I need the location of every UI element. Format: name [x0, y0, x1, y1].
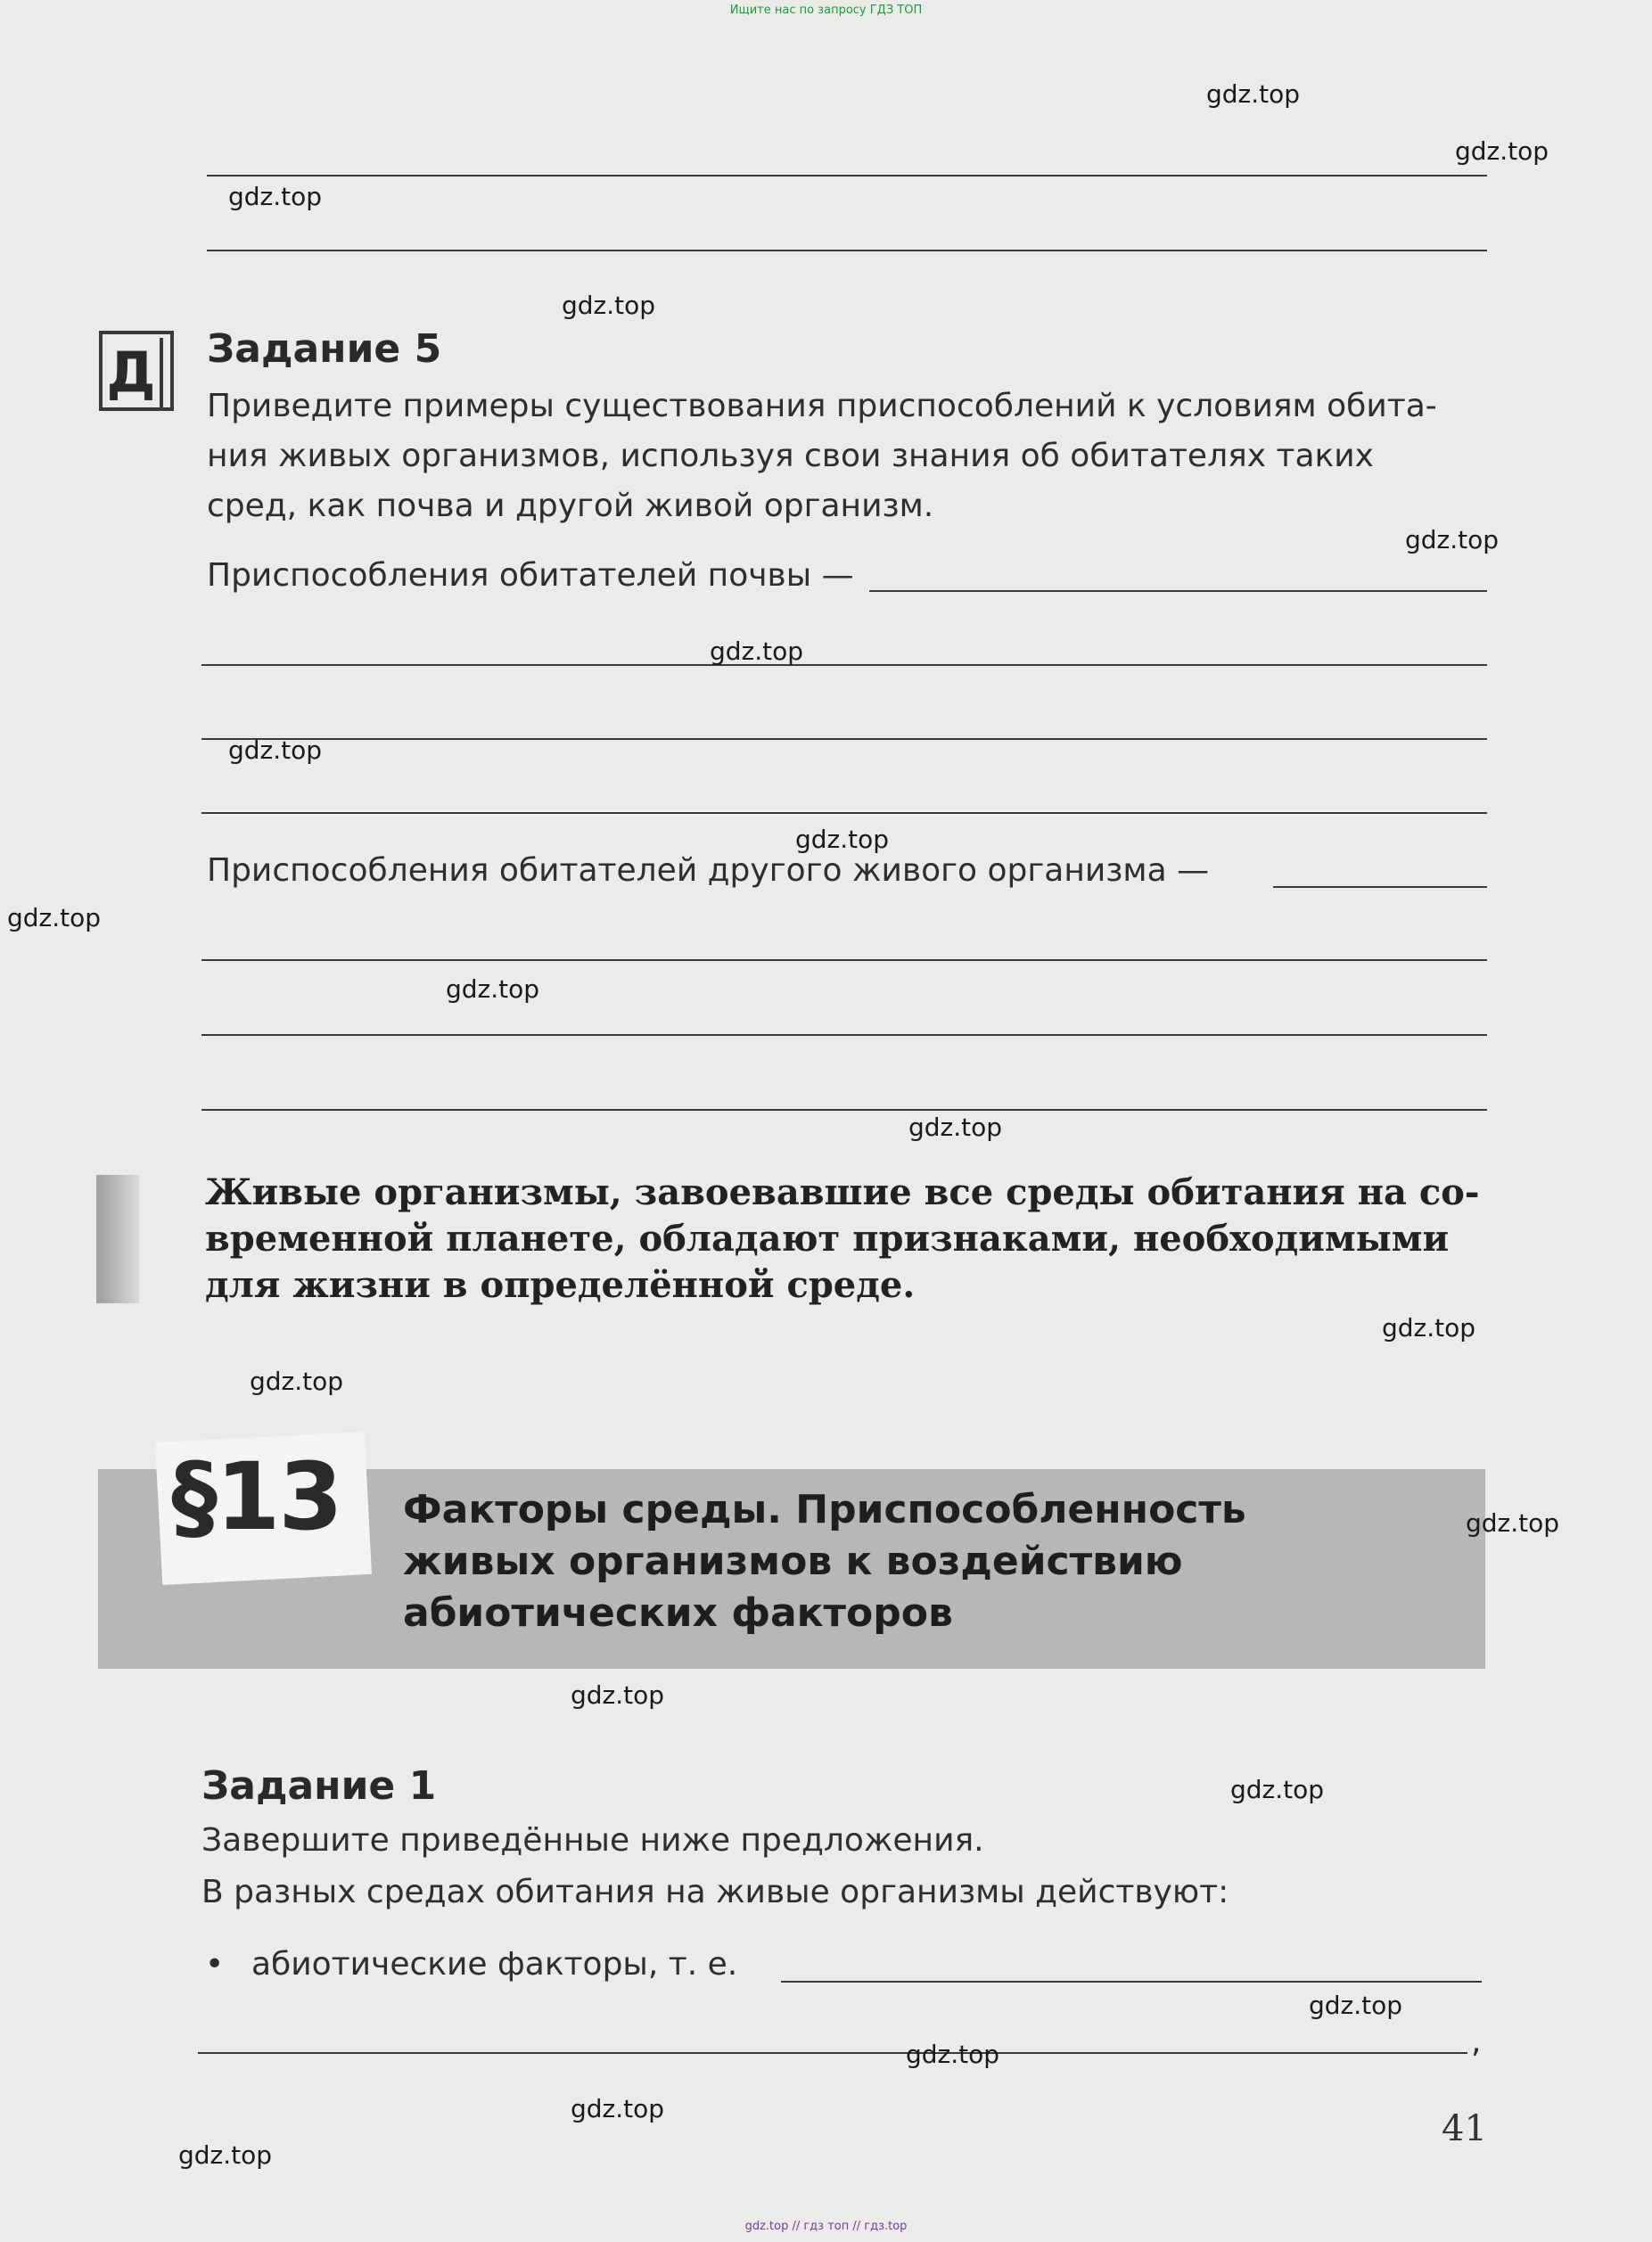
- watermark: gdz.top: [906, 2040, 1000, 2069]
- conclusion-line-1: Живые организмы, завоевавшие все среды обитания на со-: [205, 1171, 1480, 1213]
- organism-label: Приспособления обитателей другого живого организма —: [207, 852, 1210, 889]
- page-number: 41: [1442, 2108, 1487, 2149]
- task5-instructions: [207, 382, 1487, 531]
- conclusion-text: [205, 1170, 1487, 1309]
- conclusion-line-2: временной планете, обладают признаками, необходимыми: [205, 1218, 1450, 1260]
- answer-line[interactable]: [201, 812, 1487, 814]
- watermark: gdz.top: [178, 2140, 273, 2170]
- task1-instruction: Завершите приведённые ниже предложения.: [201, 1822, 984, 1859]
- section-number: §13: [171, 1442, 341, 1551]
- answer-line[interactable]: [201, 738, 1487, 740]
- watermark: gdz.top: [710, 636, 804, 666]
- watermark: gdz.top: [250, 1367, 344, 1396]
- comma: ,: [1471, 2024, 1482, 2060]
- watermark: gdz.top: [1466, 1508, 1560, 1538]
- answer-line: [207, 175, 1487, 177]
- footer-links[interactable]: gdz.top // гдз топ // гдз.top: [744, 2220, 908, 2233]
- answer-line[interactable]: [198, 2052, 1467, 2054]
- section-title-line-1: Факторы среды. Приспособленность: [403, 1487, 1246, 1532]
- answer-line[interactable]: [201, 959, 1487, 961]
- watermark: gdz.top: [228, 182, 323, 211]
- section-title-line-3: абиотических факторов: [403, 1590, 953, 1636]
- d-task-icon: [99, 331, 176, 412]
- conclusion-line-3: для жизни в определённой среде.: [205, 1264, 916, 1306]
- soil-label: Приспособления обитателей почвы —: [207, 557, 854, 594]
- task5-title: Задание 5: [207, 326, 442, 372]
- task5-line-2: ния живых организмов, используя свои знания об обитателях таких: [207, 438, 1374, 474]
- top-banner[interactable]: Ищите нас по запросу ГДЗ ТОП: [729, 4, 923, 17]
- bullet-dot: •: [205, 1946, 225, 1983]
- answer-line[interactable]: [201, 664, 1487, 666]
- watermark: gdz.top: [7, 903, 102, 932]
- task5-line-1: Приведите примеры существования приспособлений к условиям обита-: [207, 388, 1437, 424]
- watermark: gdz.top: [908, 1113, 1003, 1142]
- watermark: gdz.top: [1382, 1313, 1476, 1343]
- watermark: gdz.top: [1206, 79, 1301, 109]
- watermark: gdz.top: [795, 825, 890, 854]
- conclusion-marker: [96, 1175, 139, 1303]
- answer-line[interactable]: [201, 1109, 1487, 1111]
- task1-intro: В разных средах обитания на живые организмы действуют:: [201, 1874, 1229, 1910]
- answer-line[interactable]: [201, 1034, 1487, 1036]
- watermark: gdz.top: [571, 2094, 665, 2123]
- watermark: gdz.top: [1455, 136, 1549, 166]
- watermark: gdz.top: [1230, 1775, 1325, 1804]
- task5-line-3: сред, как почва и другой живой организм.: [207, 488, 934, 524]
- watermark: gdz.top: [1405, 525, 1500, 554]
- section-title-line-2: живых организмов к воздействию: [403, 1539, 1183, 1584]
- answer-line[interactable]: [1273, 886, 1487, 888]
- watermark: gdz.top: [562, 291, 656, 320]
- watermark: gdz.top: [1309, 1991, 1403, 2020]
- answer-line: [207, 250, 1487, 251]
- task1-bullet-text: абиотические факторы, т. е.: [251, 1946, 738, 1983]
- task1-title: Задание 1: [201, 1763, 437, 1809]
- answer-line[interactable]: [869, 590, 1487, 592]
- watermark: gdz.top: [228, 735, 323, 765]
- d-task-letter: Д: [106, 340, 156, 405]
- answer-line[interactable]: [781, 1981, 1482, 1983]
- watermark: gdz.top: [571, 1680, 665, 1710]
- watermark: gdz.top: [446, 974, 540, 1004]
- section-title: [403, 1484, 1246, 1639]
